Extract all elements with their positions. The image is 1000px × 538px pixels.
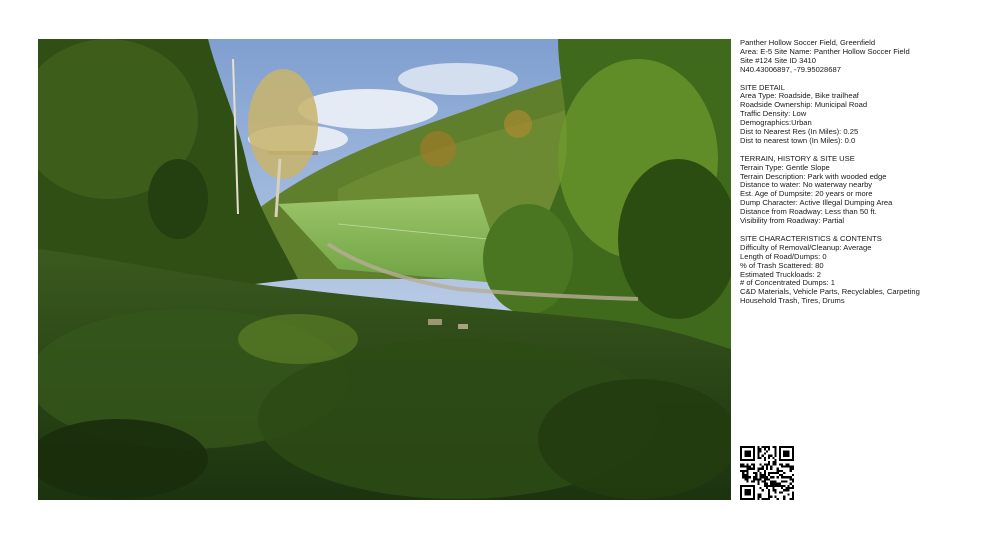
terrain-heading: TERRAIN, HISTORY & SITE USE bbox=[740, 153, 855, 163]
site-detail-line: Traffic Density: Low bbox=[740, 109, 807, 119]
terrain-line: Distance to water: No waterway nearby bbox=[740, 180, 873, 190]
characteristics-line: Estimated Truckloads: 2 bbox=[740, 269, 822, 279]
site-detail-line: Dist to Nearest Res (In Miles): 0.25 bbox=[740, 127, 859, 137]
site-detail-line: Roadside Ownership: Municipal Road bbox=[740, 100, 868, 110]
site-detail-line: Area Type: Roadside, Bike trailheaf bbox=[740, 91, 859, 101]
characteristics-line: Difficulty of Removal/Cleanup: Average bbox=[740, 242, 872, 252]
site-detail-line: Demographics:Urban bbox=[740, 118, 812, 128]
characteristics-heading: SITE CHARACTERISTICS & CONTENTS bbox=[740, 233, 882, 243]
qr-code-graphic bbox=[740, 446, 794, 500]
coordinates: N40.43006897, -79.95028687 bbox=[740, 64, 841, 74]
terrain-line: Terrain Type: Gentle Slope bbox=[740, 162, 830, 172]
characteristics-line: C&D Materials, Vehicle Parts, Recyclables, Carpeting bbox=[740, 287, 920, 297]
area-name: Area: E-5 Site Name: Panther Hollow Soccer Field bbox=[740, 46, 910, 56]
terrain-line: Dump Character: Active Illegal Dumping Area bbox=[740, 198, 893, 208]
characteristics-line: % of Trash Scattered: 80 bbox=[740, 260, 824, 270]
qr-code-icon[interactable] bbox=[740, 446, 794, 500]
characteristics-line: Length of Road/Dumps: 0 bbox=[740, 251, 827, 261]
landscape-photo-graphic bbox=[38, 39, 731, 500]
site-id: Site #124 Site ID 3410 bbox=[740, 55, 816, 65]
landscape-photo bbox=[38, 39, 731, 500]
characteristics-line: # of Concentrated Dumps: 1 bbox=[740, 278, 835, 288]
site-detail-line: Dist to nearest town (In Miles): 0.0 bbox=[740, 135, 856, 145]
characteristics-line: Household Trash, Tires, Drums bbox=[740, 296, 845, 306]
terrain-line: Terrain Description: Park with wooded edge bbox=[740, 171, 887, 181]
site-detail-heading: SITE DETAIL bbox=[740, 82, 786, 92]
terrain-line: Distance from Roadway: Less than 50 ft. bbox=[740, 207, 877, 217]
site-info-panel bbox=[740, 39, 995, 306]
terrain-line: Est. Age of Dumpsite: 20 years or more bbox=[740, 189, 873, 199]
terrain-line: Visibility from Roadway: Partial bbox=[740, 216, 845, 226]
location-title: Panther Hollow Soccer Field, Greenfield bbox=[740, 38, 876, 47]
